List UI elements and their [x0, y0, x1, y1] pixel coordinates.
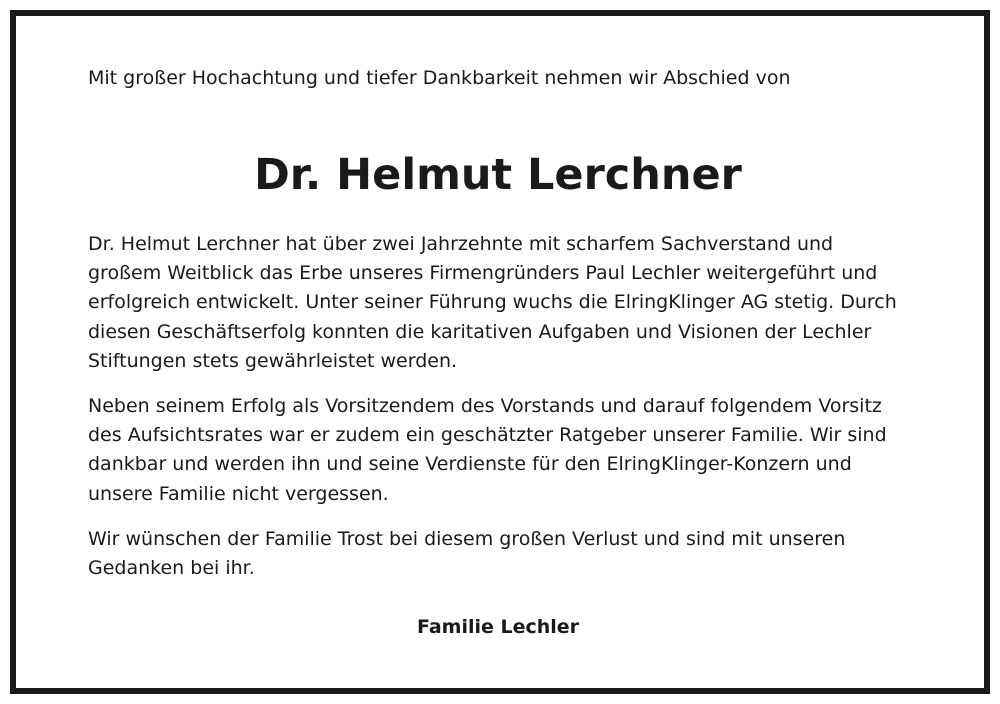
intro-line: Mit großer Hochachtung und tiefer Dankbarkeit nehmen wir Abschied von: [88, 67, 791, 89]
deceased-name: Dr. Helmut Lerchner: [254, 150, 742, 200]
paragraph-gratitude: Neben seinem Erfolg als Vorsitzendem des Vorstands und darauf folgendem Vorsitz des Aufsichtsrates war er zudem ein geschätzter Ratgeber unserer Familie. Wir sind dankbar und werden ihn und seine Verdienste für den ElringKlinger-Konzern und unsere Familie nicht vergessen.: [88, 395, 887, 505]
paragraph-condolence: Wir wünschen der Familie Trost bei diesem großen Verlust und sind mit unseren Gedanken bei ihr.: [88, 527, 846, 580]
notice-content: [88, 64, 908, 642]
notice-border-frame: [10, 10, 990, 694]
signature: Familie Lechler: [416, 616, 580, 639]
paragraph-career: Dr. Helmut Lerchner hat über zwei Jahrzehnte mit scharfem Sachverstand und großem Weitblick das Erbe unseres Firmengründers Paul Lechler weitergeführt und erfolgreich entwickelt. Unter seiner Führung wuchs die ElringKlinger AG stetig. Durch diesen Geschäftserfolg konnten die karitativen Aufgaben und Visionen der Lechler Stiftungen stets gewährleistet werden.: [88, 233, 897, 372]
